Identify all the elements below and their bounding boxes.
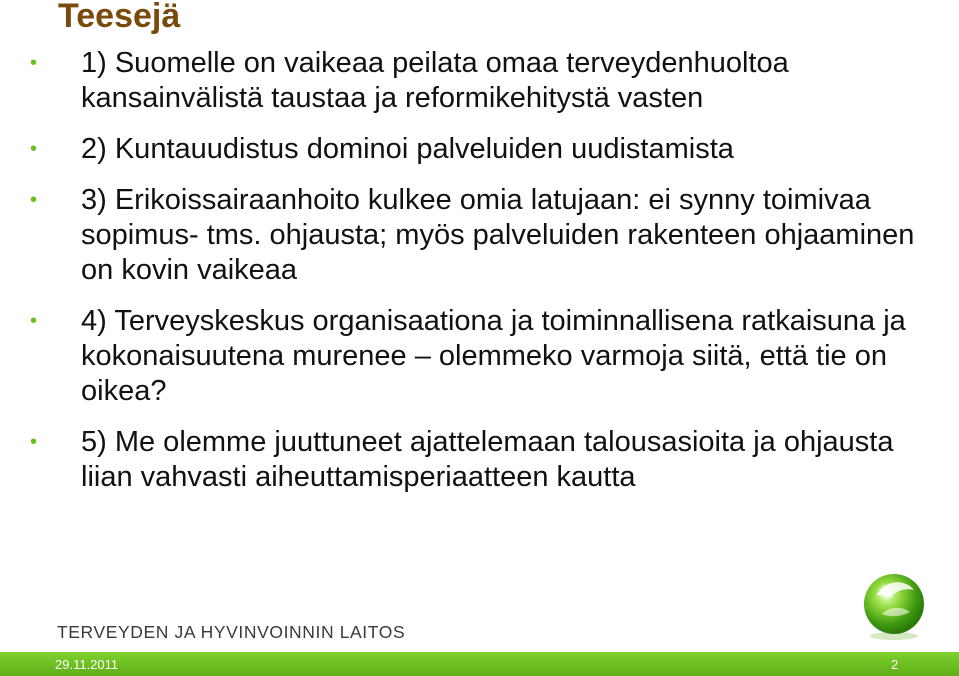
bullet-item — [30, 304, 935, 409]
organization-name: TERVEYDEN JA HYVINVOINNIN LAITOS — [57, 622, 406, 642]
bullet-item — [30, 183, 935, 288]
bullet-item — [30, 132, 935, 167]
bullet-text: 2) Kuntauudistus dominoi palveluiden uudistamista — [81, 133, 734, 165]
bullet-dot-icon: • — [30, 431, 38, 453]
bullet-text: 5) Me olemme juuttuneet ajattelemaan talousasioita ja ohjausta liian vahvasti aiheuttamisperiaatteen kautta — [81, 426, 894, 493]
bullet-dot-icon: • — [30, 138, 38, 160]
green-leaf-globe-icon — [856, 566, 932, 642]
bullet-text: 4) Terveyskeskus organisaationa ja toiminnallisena ratkaisuna ja kokonaisuutena murenee – olemmeko varmoja siitä, että tie on oikea? — [81, 305, 906, 407]
footer-bar — [0, 652, 959, 676]
footer-date: 29.11.2011 — [55, 657, 119, 672]
bullet-text: 1) Suomelle on vaikeaa peilata omaa terveydenhuoltoa kansainvälistä taustaa ja reformikehitystä vasten — [81, 47, 789, 114]
bullet-text: 3) Erikoissairaanhoito kulkee omia latujaan: ei synny toimivaa sopimus- tms. ohjausta; myös palveluiden rakenteen ohjaaminen on kovin vaikeaa — [81, 184, 915, 286]
bullet-list — [30, 46, 935, 511]
bullet-item — [30, 46, 935, 116]
slide-title: Teesejä — [58, 0, 181, 35]
bullet-dot-icon: • — [30, 189, 38, 211]
bullet-dot-icon: • — [30, 52, 38, 74]
bullet-dot-icon: • — [30, 310, 38, 332]
bullet-item — [30, 425, 935, 495]
page-number: 2 — [891, 657, 899, 672]
